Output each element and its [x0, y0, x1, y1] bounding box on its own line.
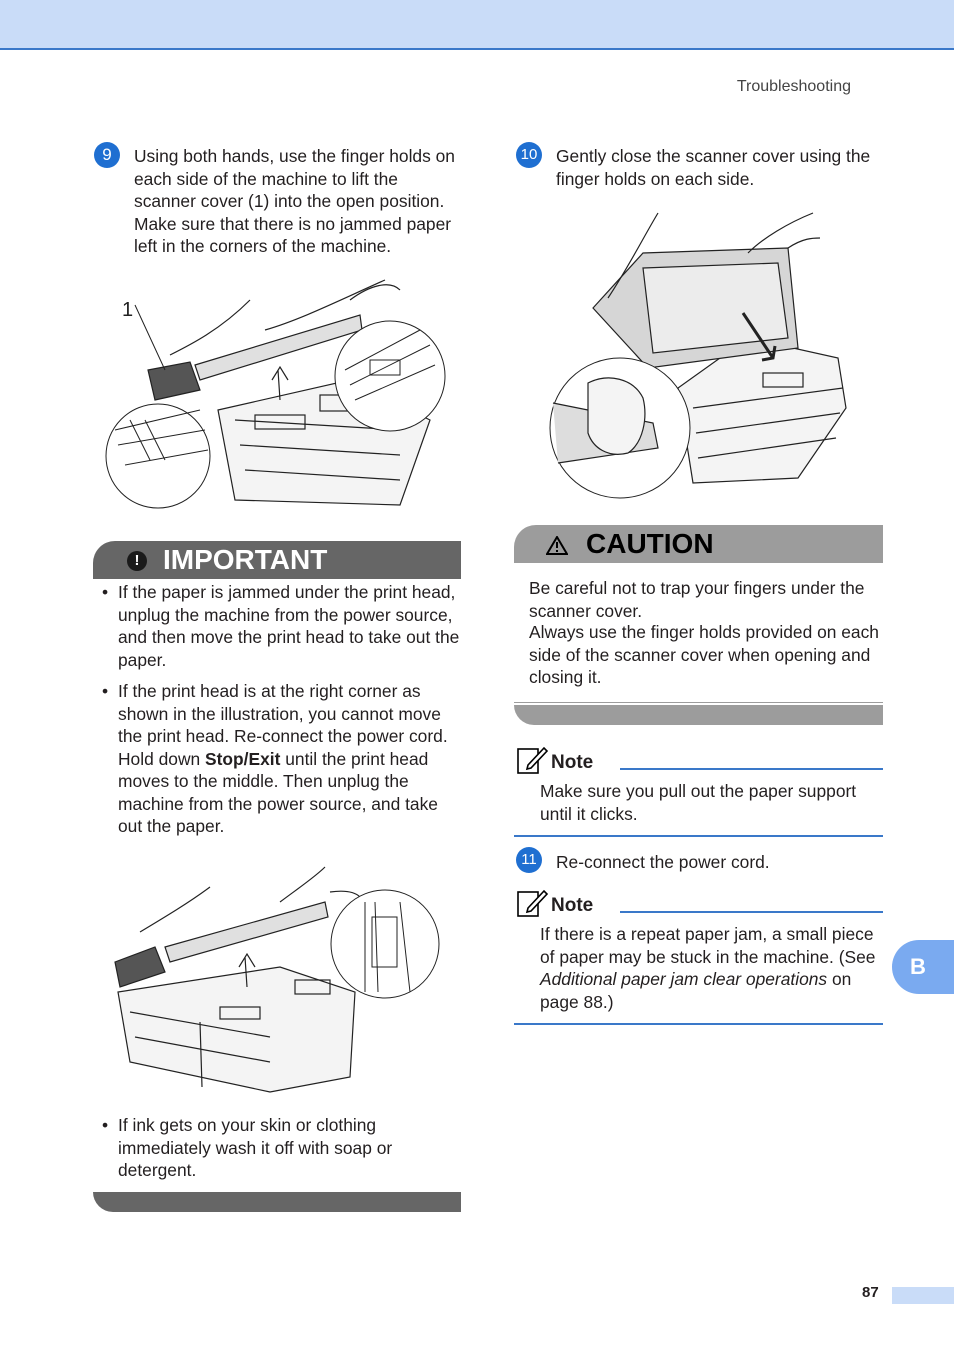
step-9-text: Using both hands, use the finger holds on each side of the machine to lift the scanner cover (1) into the open position. Make sure that there is no jammed paper left in the corners of the machine. [134, 146, 455, 256]
important-bullet-1: If the paper is jammed under the print head, unplug the machine from the power source, and then move the print head to take out the paper. [118, 582, 460, 670]
scanner-open-illustration [100, 270, 450, 515]
note-1-label: Note [551, 752, 594, 773]
caution-footer-bar [514, 705, 883, 725]
exclamation-icon: ! [127, 551, 147, 571]
warning-triangle-icon [546, 536, 568, 555]
caution-title: CAUTION [586, 528, 714, 559]
note-2-bottom-rule [514, 1023, 883, 1025]
note-1-top-rule [620, 768, 883, 770]
page-number-bar [892, 1287, 954, 1304]
note-2-top-rule [620, 911, 883, 913]
important-bullet-3: If ink gets on your skin or clothing immediately wash it off with soap or detergent. [118, 1115, 393, 1180]
note-pencil-icon [516, 888, 548, 918]
step-9-number: 9 [94, 142, 120, 168]
step-11-text: Re-connect the power cord. [556, 852, 770, 872]
caution-text-1: Be careful not to trap your fingers under the scanner cover. [529, 578, 865, 621]
print-head-illustration [110, 862, 445, 1094]
step-10-text: Gently close the scanner cover using the finger holds on each side. [556, 146, 871, 189]
step-11-number: 11 [516, 847, 542, 873]
cross-reference-link[interactable]: Additional paper jam clear operations [540, 969, 828, 989]
note-2-text: If there is a repeat paper jam, a small piece of paper may be stuck in the machine. (See Additional paper jam clear operations on page 88.) [540, 924, 876, 1012]
running-head: Troubleshooting [736, 78, 851, 95]
important-header [93, 541, 461, 579]
chapter-tab: B [892, 940, 954, 994]
note-1-text: Make sure you pull out the paper support until it clicks. [540, 781, 857, 824]
note-2-label: Note [551, 895, 594, 916]
important-bullet-2: If the print head is at the right corner as shown in the illustration, you cannot move the print head. Re-connect the power cord. Hold down Stop/Exit until the print head moves to the middle. Then unplug the machine from the power source, and take out the paper. [118, 681, 448, 836]
scanner-close-illustration [548, 208, 848, 500]
callout-1: 1 [122, 299, 134, 321]
important-footer-bar [93, 1192, 461, 1212]
caution-header [514, 525, 883, 563]
bullet-dot: • [102, 681, 109, 701]
page-number: 87 [862, 1284, 879, 1301]
note-1-bottom-rule [514, 835, 883, 837]
step-10-number: 10 [516, 142, 542, 168]
bullet-dot: • [102, 582, 109, 602]
caution-text-2: Always use the finger holds provided on each side of the scanner cover when opening and closing it. [529, 622, 879, 687]
header-band [0, 0, 954, 50]
important-title: IMPORTANT [163, 544, 328, 575]
caution-divider [514, 702, 883, 703]
bullet-dot: • [102, 1115, 109, 1135]
note-pencil-icon [516, 745, 548, 775]
